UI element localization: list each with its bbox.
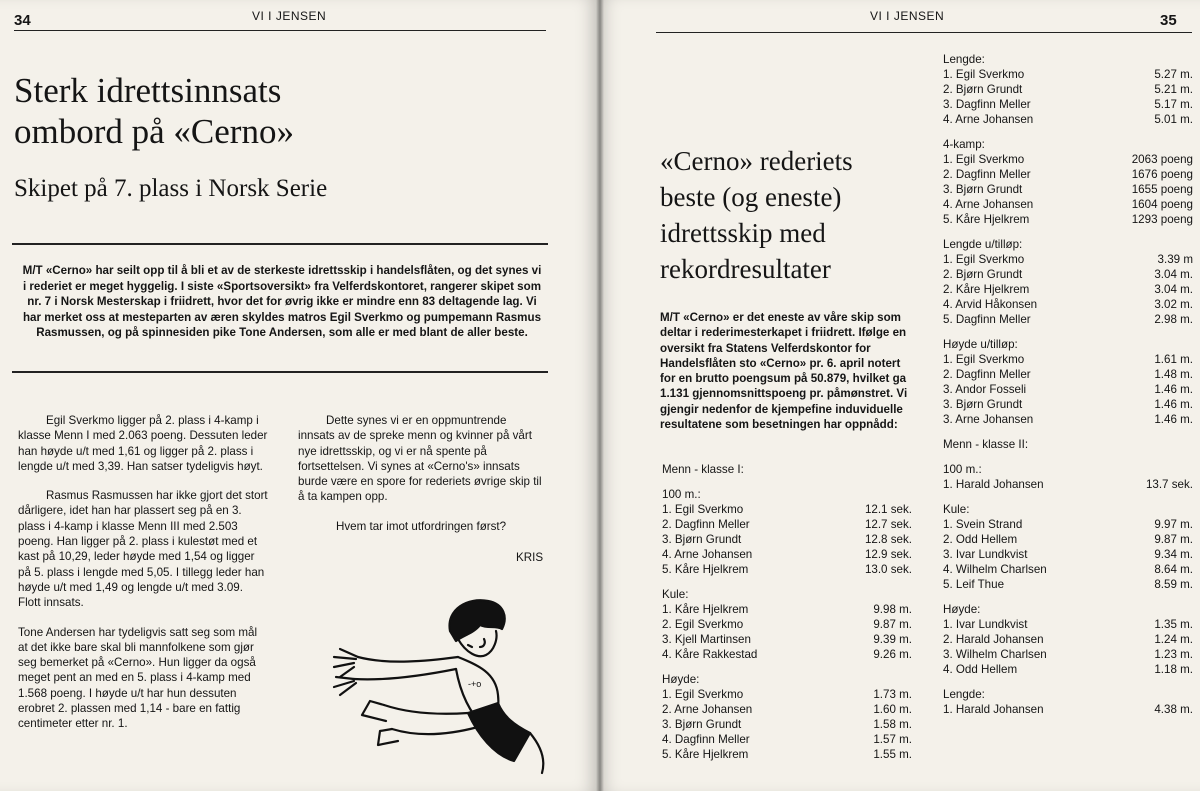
- body-paragraph: Tone Andersen har tydeligvis satt seg som mål at det ikke bare skal bli mannfolkene som gjør seg bemerket på «Cerno». Hun ligger da også meget pent an med en 5. plass i 4-kamp med 1.568 poeng. I høyde u/t har hun dessuten erobret 2. plassen med 1,14 - bare en fattig centimeter etter nr. 1.: [18, 625, 258, 731]
- event-title: Høyde u/tilløp:: [943, 338, 1018, 351]
- right-headline: [660, 143, 910, 287]
- result-row: [943, 632, 1193, 647]
- athlete-name: 1. Kåre Hjelkrem: [662, 603, 749, 616]
- result-value: 5.17 m.: [1154, 98, 1193, 111]
- result-value: 3.04 m.: [1154, 283, 1193, 296]
- lead-rule-bottom: [12, 371, 548, 373]
- athlete-name: 5. Kåre Hjelkrem: [662, 748, 749, 761]
- athlete-name: 3. Ivar Lundkvist: [943, 548, 1028, 561]
- result-row: [662, 687, 912, 702]
- result-row: [662, 617, 912, 632]
- result-row: [662, 717, 912, 732]
- headline: [14, 70, 534, 152]
- right-lead-paragraph: M/T «Cerno» er det eneste av våre skip som deltar i rederimesterkapet i friidrett. Ifølge en oversikt fra Statens Velferdskontor for Handelsflåten sto «Cerno» pr. 6. april notert for en brutto poengsum på 50.879, hvilket ga 1.131 gjennomsnittspoeng pr. påmønstret. Vi gjengir nedenfor de kjempefine induviduelle resultatene som besetningen har oppnådd:: [660, 311, 908, 432]
- result-row: [943, 397, 1193, 412]
- event-title: Høyde:: [662, 673, 700, 686]
- event-title: Lengde:: [943, 53, 985, 66]
- result-row: [662, 532, 912, 547]
- result-row: [943, 182, 1193, 197]
- athlete-name: 2. Bjørn Grundt: [943, 83, 1023, 96]
- running-head-right: VI I JENSEN: [870, 9, 945, 23]
- page-fold: [596, 0, 604, 791]
- result-value: 9.39 m.: [873, 633, 912, 646]
- signature: KRIS: [516, 551, 544, 564]
- result-row: [943, 412, 1193, 427]
- result-row: [943, 517, 1193, 532]
- page-number: 34: [14, 12, 31, 29]
- result-value: 9.97 m.: [1154, 518, 1193, 531]
- result-row: [943, 167, 1193, 182]
- headline-line: beste (og eneste): [660, 182, 842, 212]
- result-value: 1.55 m.: [873, 748, 912, 761]
- result-row: [943, 532, 1193, 547]
- athlete-name: 3. Bjørn Grundt: [943, 183, 1023, 196]
- result-value: 12.8 sek.: [864, 533, 912, 546]
- athlete-name: 1. Ivar Lundkvist: [943, 618, 1028, 631]
- result-value: 1676 poeng: [1131, 168, 1193, 181]
- event-block: [943, 52, 1193, 137]
- class-1-events: [662, 487, 912, 772]
- event-title: 100 m.:: [662, 488, 701, 501]
- event-block: [943, 137, 1193, 237]
- result-row: [943, 647, 1193, 662]
- result-value: 9.34 m.: [1154, 548, 1193, 561]
- event-block: [662, 672, 912, 772]
- event-block: [943, 502, 1193, 602]
- athlete-name: 3. Bjørn Grundt: [662, 533, 742, 546]
- result-row: [943, 382, 1193, 397]
- result-value: 1.35 m.: [1154, 618, 1193, 631]
- athlete-name: 5. Dagfinn Meller: [943, 313, 1031, 326]
- result-row: [943, 112, 1193, 127]
- athlete-name: 1. Egil Sverkmo: [662, 503, 744, 516]
- athlete-name: 2. Bjørn Grundt: [943, 268, 1023, 281]
- result-value: 1.46 m.: [1154, 413, 1193, 426]
- result-value: 1655 poeng: [1131, 183, 1193, 196]
- athlete-name: 2. Dagfinn Meller: [662, 518, 750, 531]
- athlete-name: 2. Odd Hellem: [943, 533, 1018, 546]
- result-value: 3.04 m.: [1154, 268, 1193, 281]
- result-value: 9.87 m.: [1154, 533, 1193, 546]
- headline-line: ombord på «Cerno»: [14, 112, 294, 151]
- event-block: [662, 587, 912, 672]
- svg-text:-+o: -+o: [468, 679, 482, 689]
- athlete-name: 1. Egil Sverkmo: [662, 688, 744, 701]
- event-title: 4-kamp:: [943, 138, 985, 151]
- result-value: 1.61 m.: [1154, 353, 1193, 366]
- athlete-name: 3. Bjørn Grundt: [662, 718, 742, 731]
- event-block: [943, 337, 1193, 437]
- result-value: 1293 poeng: [1131, 213, 1193, 226]
- result-value: 13.0 sek.: [864, 563, 912, 576]
- athlete-name: 2. Dagfinn Meller: [943, 368, 1031, 381]
- result-value: 1604 poeng: [1131, 198, 1193, 211]
- result-value: 1.58 m.: [873, 718, 912, 731]
- result-row: [662, 702, 912, 717]
- result-value: 1.60 m.: [873, 703, 912, 716]
- event-block: [943, 602, 1193, 687]
- athlete-name: 3. Dagfinn Meller: [943, 98, 1031, 111]
- result-value: 12.9 sek.: [864, 548, 912, 561]
- class-title: Menn - klasse II:: [943, 438, 1029, 451]
- results-class-1: [662, 462, 912, 772]
- result-value: 8.59 m.: [1154, 578, 1193, 591]
- headline-line: rekordresultater: [660, 254, 831, 284]
- result-row: [662, 547, 912, 562]
- result-row: [662, 732, 912, 747]
- athlete-name: 3. Andor Fosseli: [943, 383, 1027, 396]
- result-row: [943, 617, 1193, 632]
- result-value: 2063 poeng: [1131, 153, 1193, 166]
- results-column-2: [943, 52, 1193, 727]
- result-row: [662, 602, 912, 617]
- result-row: [943, 97, 1193, 112]
- result-value: 1.57 m.: [873, 733, 912, 746]
- subheadline: Skipet på 7. plass i Norsk Serie: [14, 175, 328, 202]
- athlete-name: 3. Bjørn Grundt: [943, 398, 1023, 411]
- header-rule-right: [656, 32, 1192, 33]
- result-row: [943, 367, 1193, 382]
- event-title: Lengde u/tilløp:: [943, 238, 1023, 251]
- athlete-name: 2. Arne Johansen: [662, 703, 753, 716]
- athlete-name: 3. Arne Johansen: [943, 413, 1034, 426]
- body-paragraph: Dette synes vi er en oppmuntrende innsats av de spreke menn og kvinner på vårt nye idrettsskip, og vi er nå spente på fortsettelsen. Vi synes at «Cerno's» innsats burde være en spore for rederiets øvrige skip til å ta kampen opp.: [298, 414, 542, 504]
- event-title: Lengde:: [943, 688, 985, 701]
- athlete-name: 1. Egil Sverkmo: [943, 353, 1025, 366]
- left-page: [0, 0, 598, 791]
- athlete-name: 2. Harald Johansen: [943, 633, 1044, 646]
- result-row: [943, 197, 1193, 212]
- result-row: [943, 297, 1193, 312]
- event-block: [943, 687, 1193, 727]
- result-value: 2.98 m.: [1154, 313, 1193, 326]
- result-value: 1.73 m.: [873, 688, 912, 701]
- result-row: [943, 312, 1193, 327]
- result-value: 3.39 m: [1157, 253, 1193, 266]
- result-row: [943, 282, 1193, 297]
- athlete-name: 5. Leif Thue: [943, 578, 1005, 591]
- athlete-name: 4. Arne Johansen: [943, 113, 1034, 126]
- result-row: [662, 632, 912, 647]
- body-column-1: [18, 413, 268, 746]
- result-row: [943, 562, 1193, 577]
- result-row: [943, 477, 1193, 492]
- result-row: [943, 152, 1193, 167]
- result-row: [943, 67, 1193, 82]
- athlete-name: 1. Harald Johansen: [943, 478, 1044, 491]
- body-paragraph: Egil Sverkmo ligger på 2. plass i 4-kamp i klasse Menn I med 2.063 poeng. Dessuten leder han høyde u/t med 1,61 og ligger på 2. plass i lengde u/t med 3,39. Han satser tydeligvis høyt.: [18, 414, 268, 473]
- athlete-name: 4. Arvid Håkonsen: [943, 298, 1038, 311]
- result-value: 9.26 m.: [873, 648, 912, 661]
- result-row: [943, 212, 1193, 227]
- athlete-name: 4. Dagfinn Meller: [662, 733, 750, 746]
- lead-rule-top: [12, 243, 548, 245]
- result-value: 12.7 sek.: [864, 518, 912, 531]
- athlete-name: 2. Dagfinn Meller: [943, 168, 1031, 181]
- athlete-name: 2. Kåre Hjelkrem: [943, 283, 1030, 296]
- body-column-2: [298, 413, 546, 519]
- result-row: [943, 352, 1193, 367]
- lead-paragraph: M/T «Cerno» har seilt opp til å bli et av de sterkeste idrettsskip i handelsflåten, og det synes vi i rederiet er meget hyggelig. I siste «Sportsoversikt» fra Velferdskontoret, rangerer skipet som nr. 7 i Norsk Mesterskap i friidrett, hvor det for øvrig ikke er mindre enn 83 deltagende lag. Vi har merket oss at mesteparten av æren skyldes matros Egil Sverkmo og pumpemann Rasmus Rasmussen, og på spinnesiden pike Tone Andersen, som alle er med blant de aller beste.: [22, 264, 542, 339]
- headline-line: Sterk idrettsinnsats: [14, 71, 282, 110]
- event-title: Kule:: [662, 588, 689, 601]
- result-row: [662, 647, 912, 662]
- athlete-name: 3. Kjell Martinsen: [662, 633, 751, 646]
- result-row: [943, 547, 1193, 562]
- result-row: [943, 662, 1193, 677]
- result-value: 1.48 m.: [1154, 368, 1193, 381]
- athlete-name: 1. Egil Sverkmo: [943, 68, 1025, 81]
- body-paragraph: Rasmus Rasmussen har ikke gjort det stort dårligere, idet han har plassert seg på en 3. plass i 4-kamp i klasse Menn III med 2.503 poeng. Han ligger på 2. plass i kulestøt med et kast på 10,29, leder høyde med 1,54 og ligger på 5. plass i lengde med 5,05. I tillegg leder han høyde u/t med 1,49 og lengde u/t med 3.09. Flott innsats.: [18, 489, 268, 610]
- column-2-events: [943, 52, 1193, 437]
- event-title: Kule:: [943, 503, 970, 516]
- result-value: 9.98 m.: [873, 603, 912, 616]
- headline-line: idrettsskip med: [660, 218, 826, 248]
- page-number-right: 35: [1160, 12, 1177, 29]
- header-rule: [14, 30, 546, 31]
- question-line: Hvem tar imot utfordringen først?: [336, 520, 507, 533]
- athlete-name: 2. Egil Sverkmo: [662, 618, 744, 631]
- athlete-name: 4. Odd Hellem: [943, 663, 1018, 676]
- event-title: 100 m.:: [943, 463, 982, 476]
- athlete-name: 1. Egil Sverkmo: [943, 153, 1025, 166]
- athlete-name: 1. Svein Strand: [943, 518, 1023, 531]
- result-value: 3.02 m.: [1154, 298, 1193, 311]
- result-value: 4.38 m.: [1154, 703, 1193, 716]
- result-value: 1.24 m.: [1154, 633, 1193, 646]
- result-value: 1.46 m.: [1154, 383, 1193, 396]
- result-value: 5.27 m.: [1154, 68, 1193, 81]
- result-value: 1.46 m.: [1154, 398, 1193, 411]
- athlete-name: 3. Wilhelm Charlsen: [943, 648, 1047, 661]
- result-value: 9.87 m.: [873, 618, 912, 631]
- result-row: [943, 82, 1193, 97]
- athlete-name: 4. Arne Johansen: [943, 198, 1034, 211]
- athlete-illustration: [318, 595, 558, 785]
- result-row: [943, 702, 1193, 717]
- event-block: [943, 237, 1193, 337]
- headline-line: «Cerno» rederiets: [660, 146, 853, 176]
- athlete-name: 4. Kåre Rakkestad: [662, 648, 758, 661]
- athlete-name: 5. Kåre Hjelkrem: [943, 213, 1030, 226]
- result-row: [943, 577, 1193, 592]
- result-row: [943, 252, 1193, 267]
- athlete-name: 1. Harald Johansen: [943, 703, 1044, 716]
- result-row: [943, 267, 1193, 282]
- result-value: 12.1 sek.: [864, 503, 912, 516]
- result-value: 8.64 m.: [1154, 563, 1193, 576]
- athlete-name: 5. Kåre Hjelkrem: [662, 563, 749, 576]
- result-value: 5.21 m.: [1154, 83, 1193, 96]
- event-title: Høyde:: [943, 603, 981, 616]
- result-row: [662, 747, 912, 762]
- event-block: [943, 462, 1193, 502]
- athlete-name: 4. Arne Johansen: [662, 548, 753, 561]
- result-value: 1.23 m.: [1154, 648, 1193, 661]
- result-row: [662, 562, 912, 577]
- athlete-name: 1. Egil Sverkmo: [943, 253, 1025, 266]
- result-value: 1.18 m.: [1154, 663, 1193, 676]
- event-block: [662, 487, 912, 587]
- class-2-events: [943, 462, 1193, 727]
- running-head: VI I JENSEN: [252, 9, 327, 23]
- class-title: Menn - klasse I:: [662, 463, 744, 476]
- result-value: 13.7 sek.: [1145, 478, 1193, 491]
- result-value: 5.01 m.: [1154, 113, 1193, 126]
- result-row: [662, 502, 912, 517]
- result-row: [662, 517, 912, 532]
- athlete-name: 4. Wilhelm Charlsen: [943, 563, 1047, 576]
